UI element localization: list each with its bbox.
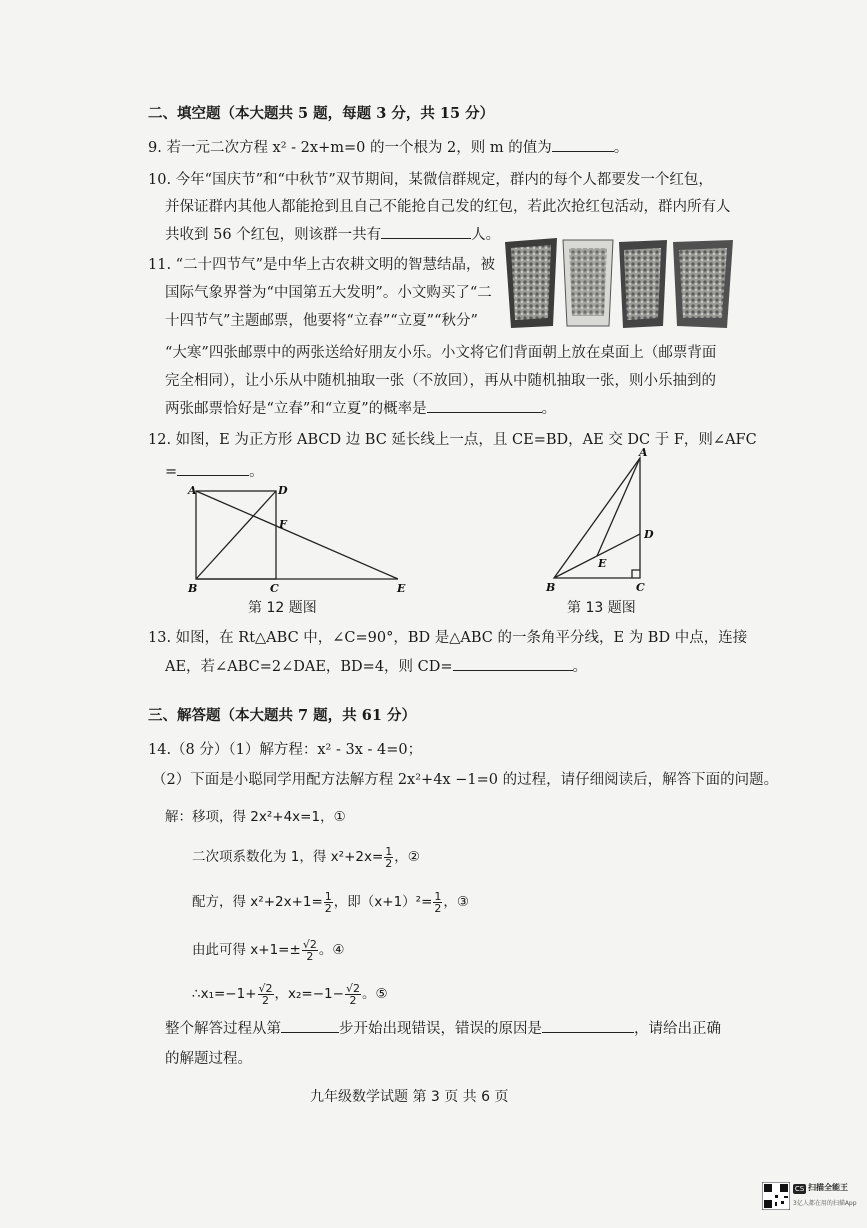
step3-mid: ，即（x+1）²= [333,894,433,910]
figure-12 [180,480,420,600]
frac-den: 2 [349,993,357,1007]
step4-end: 。④ [318,942,345,958]
q10-line3 [165,223,500,244]
solution-step-1: 解：移项，得 2x²+4x=1，① [165,809,346,825]
frac-num: 1 [385,844,393,858]
label-f: F [279,518,287,531]
label-c: C [270,582,279,595]
q11-line6 [165,397,556,418]
q12-line2 [165,460,264,481]
frac-den: 2 [324,901,332,915]
logo-subtitle: 3亿人都在用的扫描App [793,1200,857,1207]
fraction-root2-over-2 [302,939,318,962]
fraction-one-half [433,891,442,914]
line-ae [196,491,398,579]
q12-end: 。 [249,464,264,480]
stamp-qiufen [619,240,667,328]
q14-tail-line1 [165,1017,721,1038]
camscanner-watermark [762,1178,857,1218]
solution-step-2 [192,845,420,869]
q14-line2: （2）下面是小聪同学用配方法解方程 2x²+4x −1=0 的过程，请仔细阅读后，解答下面的问题。 [152,772,779,788]
step2-text: 二次项系数化为 1，得 x²+2x= [192,849,384,865]
triangle-abc [554,458,640,578]
q12-line1: 12. 如图，E 为正方形 ABCD 边 BC 延长线上一点，且 CE=BD，AE 交 DC 于 F，则∠AFC [148,432,757,448]
q10-line2: 并保证群内其他人都能抢到且自己不能抢自己发的红包，若此次抢红包活动，群内所有人 [165,199,731,215]
tail1-mid: 步开始出现错误，错误的原因是 [339,1021,542,1037]
qr-code-icon [762,1182,790,1210]
frac-den: 2 [385,856,393,870]
q11-answer-blank [427,398,542,413]
label-d13: D [644,528,654,541]
label-c13: C [636,581,645,594]
fraction-root2-over-2 [258,983,274,1006]
q11-line6-end: 。 [541,401,557,417]
label-b: B [188,582,198,595]
diagonal-bd [196,491,276,579]
right-angle-mark [632,570,640,578]
solution-step-3 [192,890,469,914]
frac-num: 1 [324,889,332,903]
figure-13 [540,446,670,598]
q11-line6-text: 两张邮票恰好是“立春”和“立夏”的概率是 [165,401,427,417]
figure-12-caption: 第 12 题图 [248,600,317,616]
frac-den: 2 [434,901,442,915]
frac-num: √2 [258,981,273,995]
q13-line2 [165,655,587,676]
solution-step-4 [192,938,344,962]
q11-line3: 十四节气”主题邮票，他要将“立春”“立夏”“秋分” [165,313,478,329]
fraction-one-half [384,846,393,869]
q9-text: 9. 若一元二次方程 x² - 2x+m=0 的一个根为 2，则 m 的值为 [148,140,552,156]
stamp-lichun [505,238,557,328]
frac-num: √2 [302,937,317,951]
q14-step-blank [281,1018,339,1033]
stamps-image [505,238,735,330]
q13-line2-text: AE，若∠ABC=2∠DAE，BD=4，则 CD= [165,659,453,675]
label-d: D [278,484,288,497]
cs-badge-icon: CS [794,1185,805,1193]
step2-end: ，② [394,849,420,865]
logo-title: 扫描全能王 [808,1183,848,1192]
label-b13: B [546,581,556,594]
label-a13: A [639,446,648,459]
q10-line3-end: 人。 [471,227,501,243]
q11-line2: 国际气象界誉为“中国第五大发明”。小文购买了“二 [165,285,492,301]
q13-answer-blank [453,656,573,671]
q13-line1: 13. 如图，在 Rt△ABC 中，∠C=90°，BD 是△ABC 的一条角平分线，E 为 BD 中点，连接 [148,630,748,646]
step3-text: 配方，得 x²+2x+1= [192,894,323,910]
page-footer: 九年级数学试题 第 3 页 共 6 页 [310,1089,509,1105]
section-3-title: 三、解答题（本大题共 7 题，共 61 分） [148,707,416,724]
q9-answer-blank [552,137,614,152]
figure-13-caption: 第 13 题图 [567,600,636,616]
tail1-end: ，请给出正确 [634,1021,721,1037]
step3-end: ，③ [443,894,470,910]
label-e: E [397,582,406,595]
q11-line4: “大寒”四张邮票中的两张送给好朋友小乐。小文将它们背面朝上放在桌面上（邮票背面 [165,345,717,361]
frac-den: 2 [262,993,270,1007]
q11-line5: 完全相同），让小乐从中随机抽取一张（不放回），再从中随机抽取一张，则小乐抽到的 [165,373,716,389]
step5-text: ∴x₁=−1+ [192,986,257,1002]
stamp-lixia [563,240,613,326]
q10-line3-text: 共收到 56 个红包，则该群一共有 [165,227,382,243]
stamp-dahan [673,240,733,328]
step5-mid: ，x₂=−1− [274,986,344,1002]
question-9 [148,136,628,157]
step4-text: 由此可得 x+1=± [192,942,301,958]
frac-num: 1 [434,889,442,903]
frac-num: √2 [345,981,360,995]
q9-end: 。 [613,140,629,156]
q10-answer-blank [381,224,471,239]
label-a: A [188,484,197,497]
q14-tail-line2: 的解题过程。 [165,1051,252,1067]
q10-line1: 10. 今年“国庆节”和“中秋节”双节期间，某微信群规定，群内的每个人都要发一个红包， [148,172,713,188]
fraction-root2-over-2 [345,983,361,1006]
section-2-title: 二、填空题（本大题共 5 题，每题 3 分，共 15 分） [148,105,495,122]
q14-reason-blank [542,1018,634,1033]
q12-equals: = [165,464,178,480]
segment-ae [597,458,640,556]
label-e13: E [598,557,607,570]
frac-den: 2 [306,949,314,963]
tail1-text: 整个解答过程从第 [165,1021,281,1037]
fraction-one-half [324,891,333,914]
q13-end: 。 [572,659,588,675]
q11-line1: 11. “二十四节气”是中华上古农耕文明的智慧结晶，被 [148,257,495,273]
q14-line1: 14.（8 分）（1）解方程：x² - 3x - 4=0； [148,742,423,758]
q12-answer-blank [177,461,249,476]
solution-step-5 [192,982,388,1006]
step5-end: 。⑤ [361,986,388,1002]
